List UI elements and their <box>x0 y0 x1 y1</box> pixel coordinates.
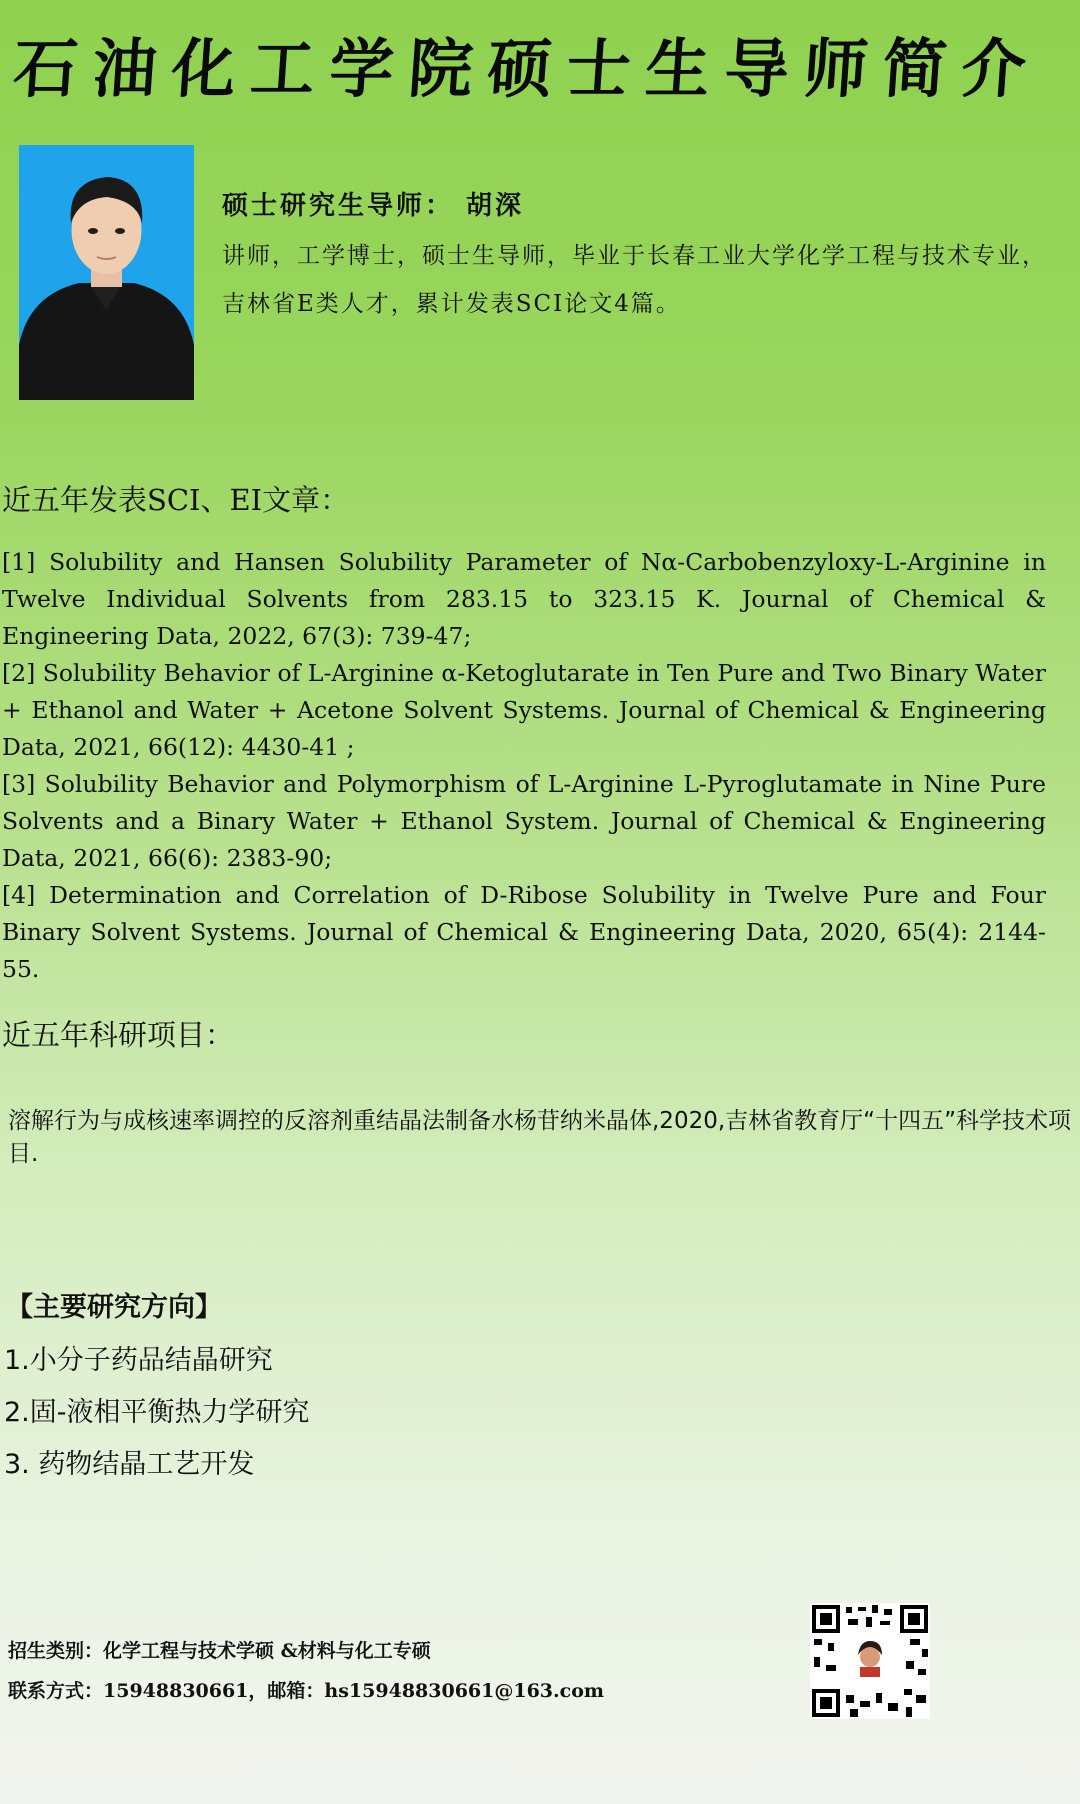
contact-info: 联系方式：15948830661，邮箱：hs15948830661@163.com <box>8 1680 604 1702</box>
publications-heading: 近五年发表SCI、EI文章： <box>2 483 350 517</box>
publication-item: [3] Solubility Behavior and Polymorphism of L-Arginine L-Pyroglutamate in Nine Pure Solvents and a Binary Water + Ethanol System. Journal of Chemical & Engineering Data, 2021, 66(6): 2383-90; <box>2 770 1046 872</box>
research-direction-item: 1.小分子药品结晶研究 <box>4 1345 273 1376</box>
advisor-name: 硕士研究生导师： 胡深 <box>222 191 525 221</box>
research-direction-item: 3. 药物结晶工艺开发 <box>4 1449 255 1480</box>
publication-list <box>2 544 1046 988</box>
page-title: 石油化工学院硕士生导师简介 <box>10 33 1044 107</box>
advisor-bio: 讲师，工学博士，硕士生导师，毕业于长春工业大学化学工程与技术专业，吉林省E类人才，累计发表SCI论文4篇。 <box>222 243 1047 317</box>
qr-code-icon <box>810 1603 930 1719</box>
research-direction-item: 2.固-液相平衡热力学研究 <box>4 1397 310 1428</box>
project-item: 溶解行为与成核速率调控的反溶剂重结晶法制备水杨苷纳米晶体,2020,吉林省教育厅“十四五”科学技术项目. <box>8 1108 1071 1167</box>
portrait-image <box>19 145 194 400</box>
enrollment-category: 招生类别：化学工程与技术学硕 &材料与化工专硕 <box>8 1640 431 1662</box>
publication-item: [1] Solubility and Hansen Solubility Parameter of Nα-Carbobenzyloxy-L-Arginine in Twelve Individual Solvents from 283.15 to 323.15 K. Journal of Chemical & Engineering Data, 2022, 67(3): 739-47; <box>2 548 1046 650</box>
projects-heading: 近五年科研项目： <box>2 1018 235 1052</box>
publication-item: [2] Solubility Behavior of L-Arginine α-Ketoglutarate in Ten Pure and Two Binary Water + Ethanol and Water + Acetone Solvent Systems. Journal of Chemical & Engineering Data, 2021, 66(12): 4430-41 ; <box>2 659 1046 761</box>
advisor-photo <box>19 145 194 400</box>
research-directions-heading: 【主要研究方向】 <box>6 1292 222 1323</box>
publication-item: [4] Determination and Correlation of D-Ribose Solubility in Twelve Pure and Four Binary Solvent Systems. Journal of Chemical & Engineering Data, 2020, 65(4): 2144-55. <box>2 881 1046 983</box>
qr-code-graphic <box>810 1603 930 1719</box>
